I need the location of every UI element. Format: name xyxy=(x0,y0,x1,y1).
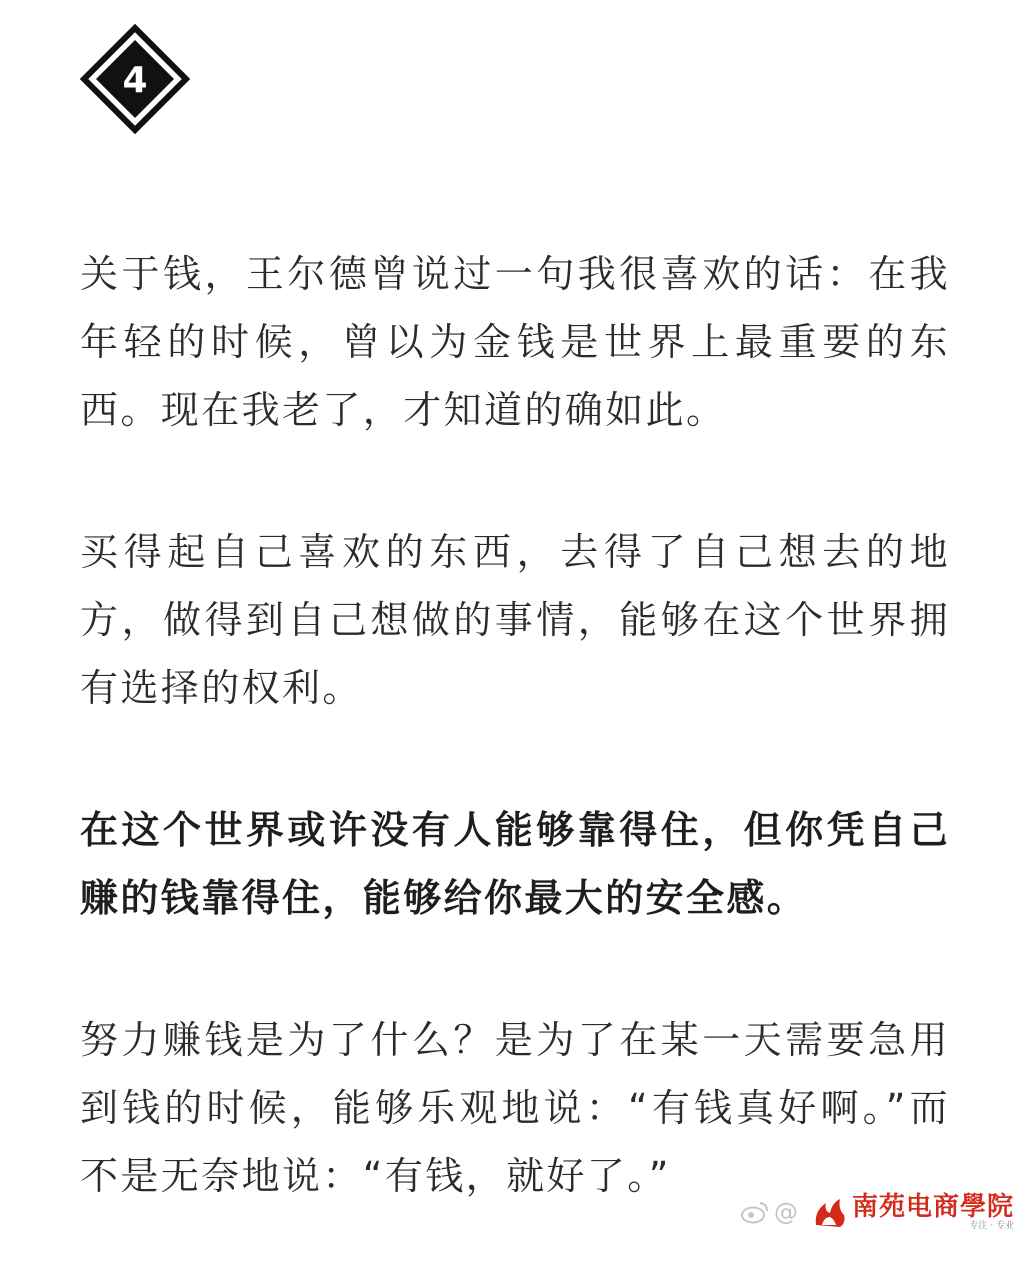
paragraph-2: 买得起自己喜欢的东西，去得了自己想去的地方，做得到自己想做的事情，能够在这个世界拥有选择的权利。 xyxy=(80,530,950,710)
brand-logo xyxy=(806,1191,1020,1233)
paragraph-1: 关于钱，王尔德曾说过一句我很喜欢的话：在我年轻的时候，曾以为金钱是世界上最重要的东西。现在我老了，才知道的确如此。 xyxy=(80,252,950,432)
watermark xyxy=(740,1190,1020,1234)
logo-subtitle: 专注 · 专业 xyxy=(969,1221,1014,1231)
article-body xyxy=(80,240,950,1284)
flame-logo-icon xyxy=(812,1195,848,1229)
section-number-badge xyxy=(80,24,190,134)
badge-number: 4 xyxy=(122,60,148,101)
weibo-icon xyxy=(740,1200,770,1224)
diamond-badge-icon xyxy=(80,24,190,134)
weibo-watermark xyxy=(740,1198,798,1226)
paragraph-4: 努力赚钱是为了什么？是为了在某一天需要急用到钱的时候，能够乐观地说：“有钱真好啊。”而不是无奈地说：“有钱，就好了。” xyxy=(80,1018,950,1198)
weibo-handle-prefix: @ xyxy=(773,1198,798,1226)
logo-name: 南苑电商學院 xyxy=(851,1192,1014,1222)
paragraph-3-highlight: 在这个世界或许没有人能够靠得住，但你凭自己赚的钱靠得住，能够给你最大的安全感。 xyxy=(80,808,950,920)
